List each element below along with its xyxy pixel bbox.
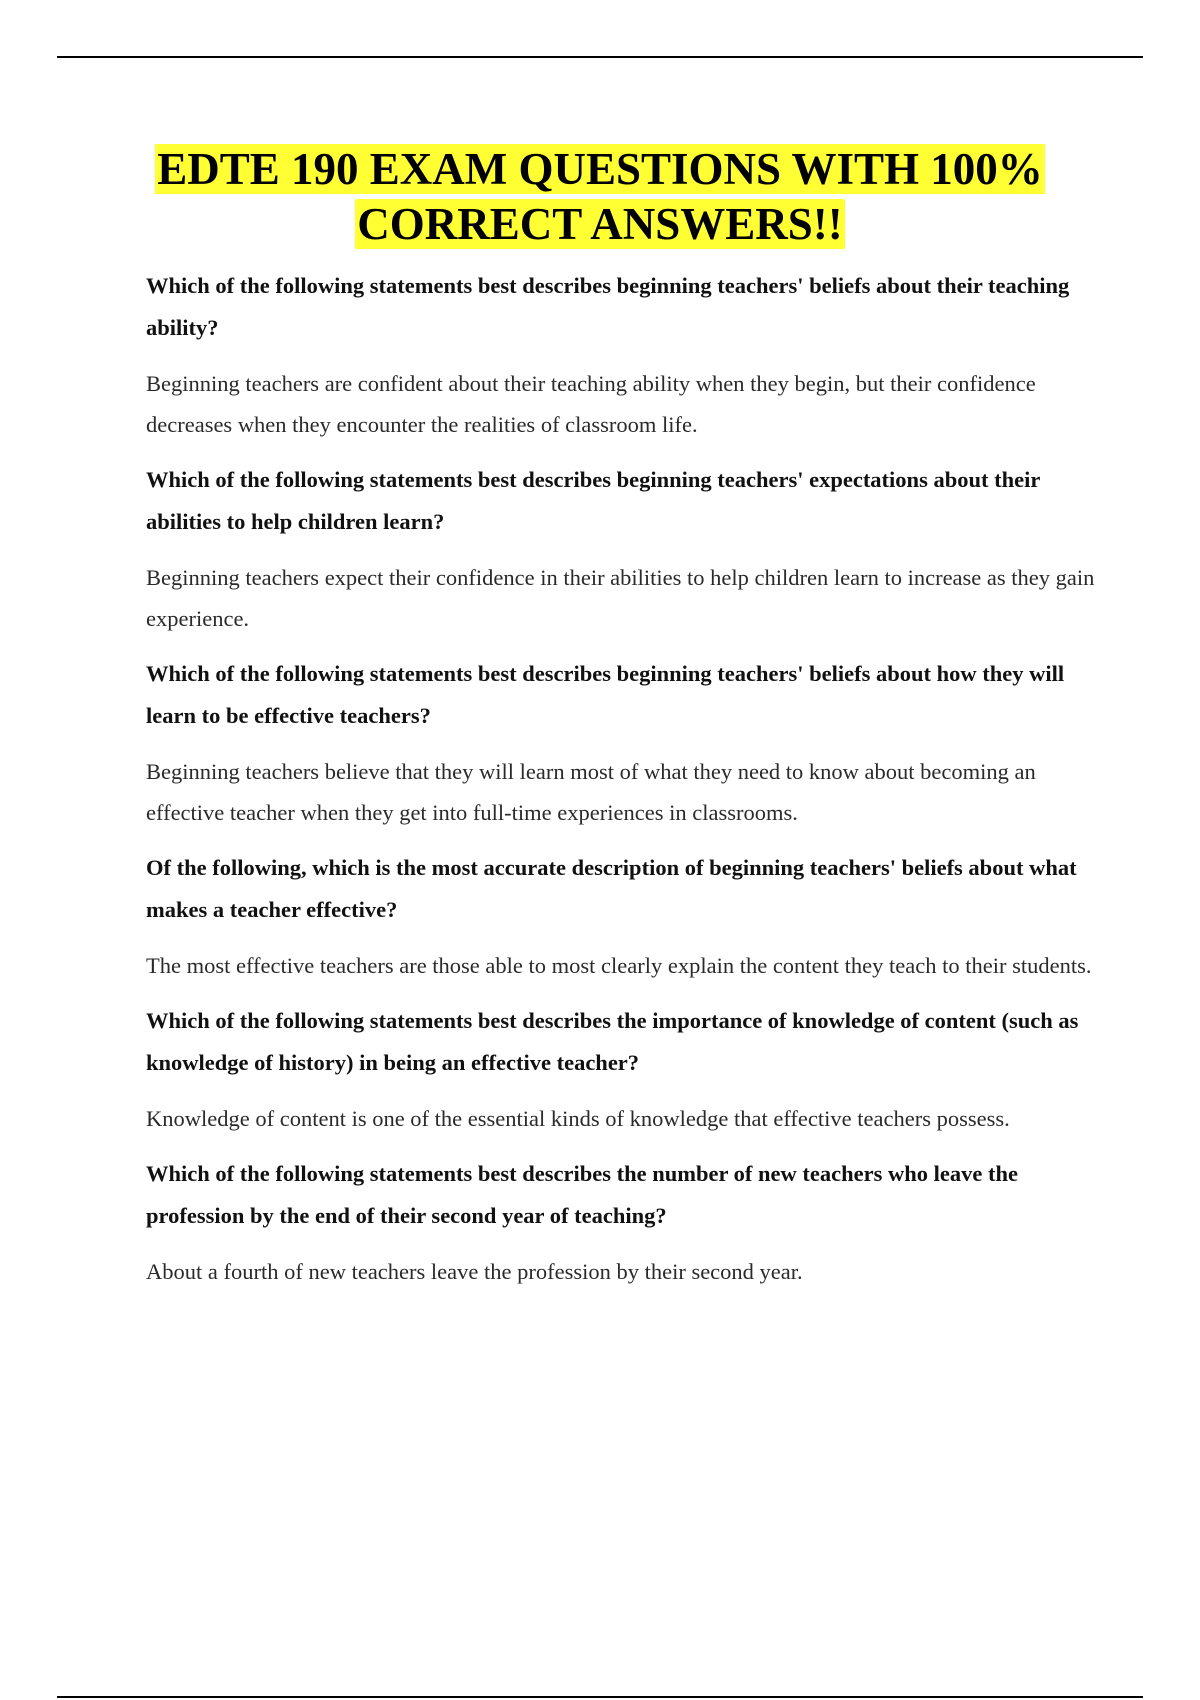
qa-item (146, 265, 1106, 445)
question-text: Which of the following statements best describes the number of new teachers who leave the profession by the end of their second year of teaching? (146, 1161, 1018, 1228)
bottom-rule (57, 1696, 1143, 1698)
answer-text: Beginning teachers expect their confidence in their abilities to help children learn to increase as they gain experience. (146, 565, 1095, 631)
question-text: Which of the following statements best describes beginning teachers' beliefs about their teaching ability? (146, 273, 1070, 340)
qa-item (146, 1153, 1106, 1292)
top-rule (57, 56, 1143, 58)
title-line-1: EDTE 190 EXAM QUESTIONS WITH 100% (157, 144, 1043, 194)
qa-list (146, 265, 1106, 1306)
answer-text: Knowledge of content is one of the essential kinds of knowledge that effective teachers possess. (146, 1106, 1010, 1131)
answer-text: Beginning teachers are confident about their teaching ability when they begin, but their confidence decreases when they encounter the realities of classroom life. (146, 371, 1036, 437)
title-line-2: CORRECT ANSWERS!! (357, 199, 843, 249)
answer-text: Beginning teachers believe that they will learn most of what they need to know about becoming an effective teacher when they get into full-time experiences in classrooms. (146, 759, 1036, 825)
question-text: Of the following, which is the most accurate description of beginning teachers' beliefs about what makes a teacher effective? (146, 855, 1077, 922)
question-text: Which of the following statements best describes the importance of knowledge of content (such as knowledge of history) in being an effective teacher? (146, 1008, 1079, 1075)
qa-item (146, 459, 1106, 639)
title-block (0, 142, 1200, 252)
question-text: Which of the following statements best describes beginning teachers' expectations about their abilities to help children learn? (146, 467, 1040, 534)
qa-item (146, 653, 1106, 833)
document-title (0, 142, 1200, 252)
qa-item (146, 847, 1106, 986)
answer-text: About a fourth of new teachers leave the profession by their second year. (146, 1259, 803, 1284)
qa-item (146, 1000, 1106, 1139)
answer-text: The most effective teachers are those able to most clearly explain the content they teach to their students. (146, 953, 1092, 978)
question-text: Which of the following statements best describes beginning teachers' beliefs about how they will learn to be effective teachers? (146, 661, 1065, 728)
